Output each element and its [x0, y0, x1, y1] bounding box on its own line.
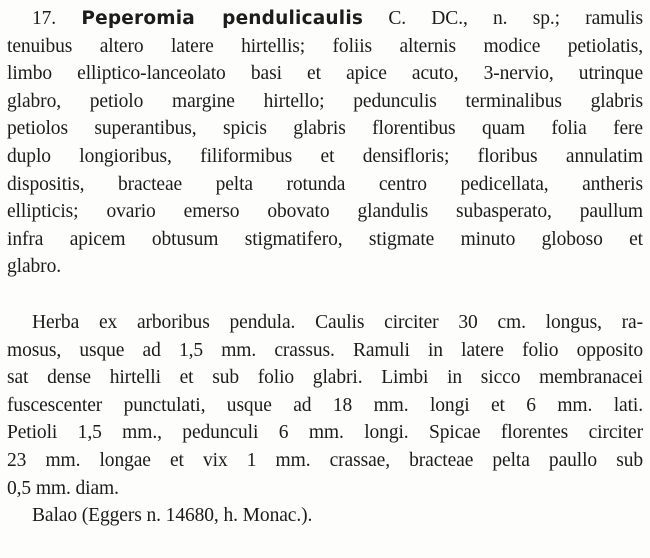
- diagnosis-line-1-text: C. DC., n. sp.; ramulis: [363, 8, 643, 29]
- description-line-7: 0,5 mm. diam.: [7, 477, 119, 499]
- description-line-5: Petioli 1,5 mm., pedunculi 6 mm. longi. Spicae florentes circiter: [7, 422, 643, 444]
- diagnosis-line-3: limbo elliptico-lanceolato basi et apice acuto, 3-nervio, utrinque: [7, 63, 643, 85]
- diagnosis-line-5: petiolos superantibus, spicis glabris florentibus quam folia fere: [7, 118, 643, 140]
- diagnosis-paragraph: [7, 5, 643, 281]
- species-name: Peperomia pendulicaulis: [81, 8, 364, 29]
- locality-paragraph: [7, 502, 643, 530]
- diagnosis-line-9: infra apicem obtusum stigmatifero, stigmate minuto globoso et: [7, 228, 643, 250]
- description-line-1: Herba ex arboribus pendula. Caulis circiter 30 cm. longus, ra-: [32, 312, 643, 333]
- diagnosis-line-2: tenuibus altero latere hirtellis; foliis alternis modice petiolatis,: [7, 35, 643, 57]
- description-line-6: 23 mm. longae et vix 1 mm. crassae, bracteae pelta paullo sub: [7, 449, 643, 471]
- diagnosis-line-6: duplo longioribus, filiformibus et densifloris; floribus annulatim: [7, 145, 643, 167]
- diagnosis-line-10: glabro.: [7, 256, 61, 278]
- diagnosis-line-4: glabro, petiolo margine hirtello; pedunculis terminalibus glabris: [7, 90, 643, 112]
- diagnosis-line-7: dispositis, bracteae pelta rotunda centro pedicellata, antheris: [7, 173, 643, 195]
- description-line-3: sat dense hirtelli et sub folio glabri. Limbi in sicco membranacei: [7, 367, 643, 389]
- diagnosis-line-1: [7, 5, 643, 33]
- description-line-4: fuscescenter punctulati, usque ad 18 mm. longi et 6 mm. lati.: [7, 394, 643, 416]
- diagnosis-line-8: ellipticis; ovario emerso obovato glandulis subasperato, paullum: [7, 201, 643, 223]
- locality-line: Balao (Eggers n. 14680, h. Monac.).: [32, 505, 313, 526]
- description-paragraph: [7, 309, 643, 502]
- description-line-2: mosus, usque ad 1,5 mm. crassus. Ramuli in latere folio opposito: [7, 339, 643, 361]
- entry-number: 17.: [32, 8, 57, 29]
